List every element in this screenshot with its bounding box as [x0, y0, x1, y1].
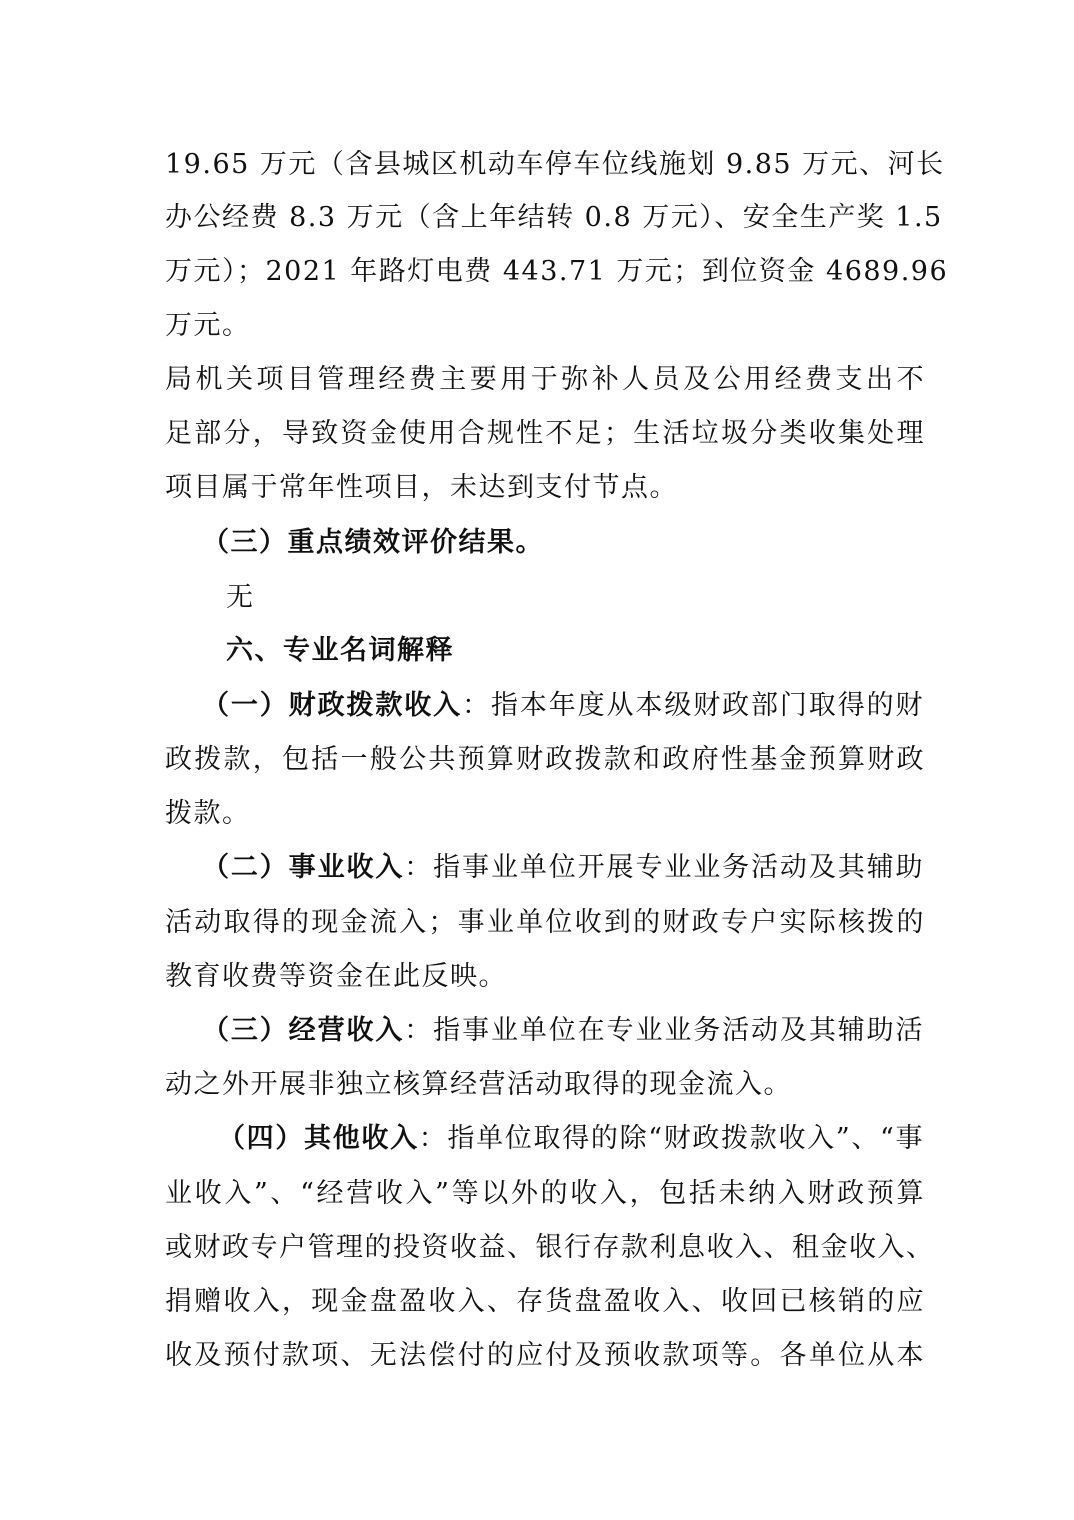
budget-line-1: 19.65 万元（含县城区机动车停车位线施划 9.85 万元、河长 [165, 149, 945, 180]
term-3-label: （三）经营收入 [202, 1015, 405, 1046]
terms-heading: 六、专业名词解释 [226, 635, 454, 666]
term-2-text: ：指事业单位开展专业业务活动及其辅助 [404, 852, 925, 883]
term-3-line-2: 动之外开展非独立核算经营活动取得的现金流入。 [165, 1069, 792, 1100]
term-4-first-line [218, 1119, 924, 1159]
issue-line-1: 局机关项目管理经费主要用于弥补人员及公用经费支出不 [165, 364, 925, 395]
key-eval-heading: （三）重点绩效评价结果。 [202, 527, 544, 558]
term-1-text: ：指本年度从本级财政部门取得的财 [462, 690, 924, 721]
term-1-first-line [202, 686, 924, 726]
term-2-first-line [202, 848, 924, 888]
term-3-text: ：指事业单位在专业业务活动及其辅助活 [404, 1015, 925, 1046]
term-4-line-5: 收及预付款项、无法偿付的应付及预收款项等。各单位从本 [165, 1340, 925, 1371]
term-1-line-3: 拨款。 [165, 798, 251, 829]
term-4-line-2: 业收入”、“经营收入”等以外的收入，包括未纳入财政预算 [165, 1178, 925, 1209]
term-2-label: （二）事业收入 [202, 852, 405, 883]
budget-line-2: 办公经费 8.3 万元（含上年结转 0.8 万元）、安全生产奖 1.5 [165, 202, 943, 233]
key-eval-body: 无 [226, 582, 255, 613]
term-4-line-4: 捐赠收入，现金盘盈收入、存货盘盈收入、收回已核销的应 [165, 1286, 925, 1317]
term-4-text: ：指单位取得的除“财政拨款收入”、“事 [418, 1123, 925, 1154]
budget-line-4: 万元。 [165, 310, 251, 341]
budget-line-3: 万元）；2021 年路灯电费 443.71 万元；到位资金 4689.96 [165, 256, 949, 287]
term-1-line-2: 政拨款，包括一般公共预算财政拨款和政府性基金预算财政 [165, 744, 925, 775]
term-2-line-3: 教育收费等资金在此反映。 [165, 961, 507, 992]
issue-line-2: 足部分，导致资金使用合规性不足；生活垃圾分类收集处理 [165, 418, 925, 449]
issue-line-3: 项目属于常年性项目，未达到支付节点。 [165, 472, 678, 503]
term-4-label: （四）其他收入 [218, 1123, 419, 1154]
term-2-line-2: 活动取得的现金流入；事业单位收到的财政专户实际核拨的 [165, 907, 925, 938]
term-3-first-line [202, 1011, 924, 1051]
term-4-line-3: 或财政专户管理的投资收益、银行存款利息收入、租金收入、 [165, 1232, 935, 1263]
term-1-label: （一）财政拨款收入 [202, 690, 463, 721]
